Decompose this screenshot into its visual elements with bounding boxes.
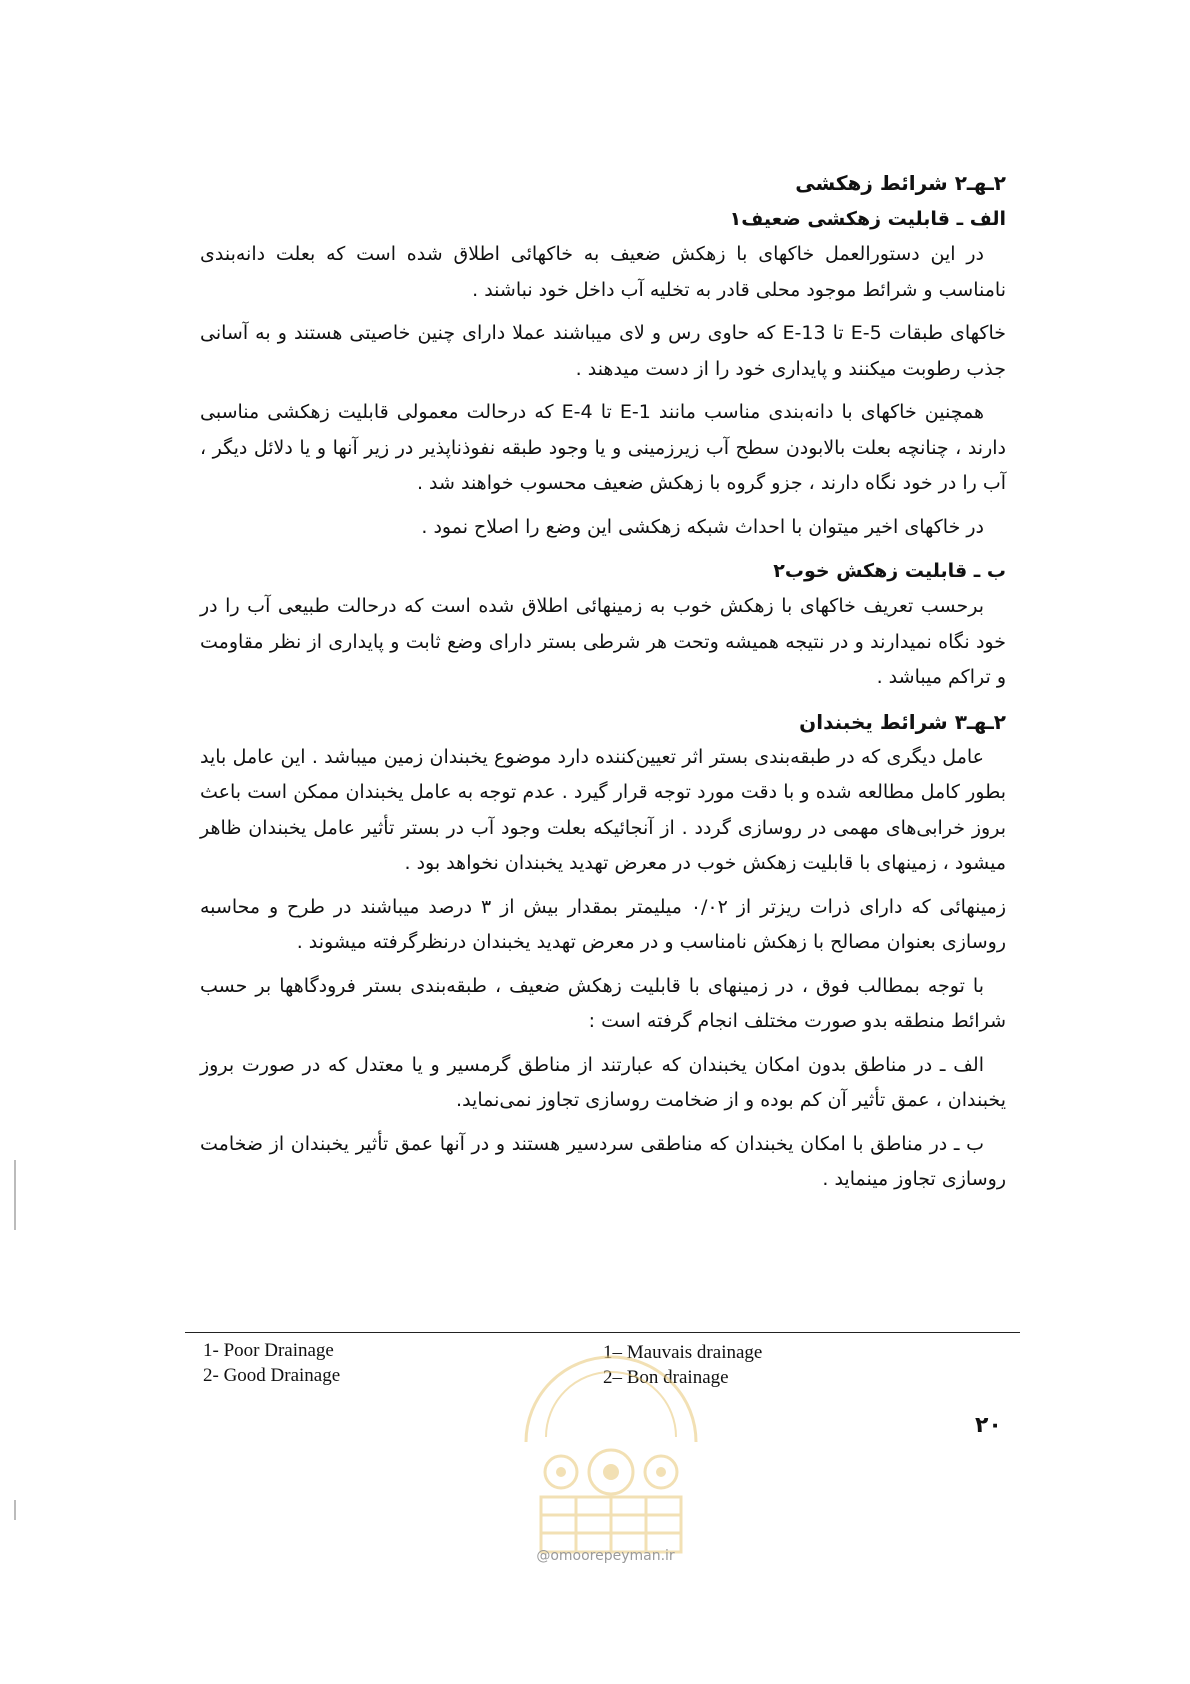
paragraph: ب ـ در مناطق با امکان یخبندان که مناطقی سردسیر هستند و در آنها عمق تأثیر یخبندان از ضخامت روسازی تجاوز مینماید . [200, 1132, 1006, 1190]
scan-artifact [14, 1160, 16, 1230]
scan-artifact [14, 1500, 16, 1520]
subheading-poor-drainage: الف ـ قابلیت زهکشی ضعیف۱ [729, 208, 1006, 230]
paragraph: در خاکهای اخیر میتوان با احداث شبکه زهکشی این وضع را اصلاح نمود . [421, 515, 984, 538]
subheading-good-drainage: ب ـ قابلیت زهکش خوب۲ [773, 560, 1006, 582]
paragraph: الف ـ در مناطق بدون امکان یخبندان که عبارتند از مناطق گرمسیر و یا معتدل که در صورت بروز یخبندان ، عمق تأثیر آن کم بوده و از ضخامت روسازی تجاوز نمی‌نماید. [200, 1053, 1006, 1111]
watermark-url: @omoorepeyman.ir [536, 1548, 675, 1564]
paragraph: زمینهائی که دارای ذرات ریزتر از ۰/۰۲ میلیمتر بمقدار بیش از ۳ درصد میباشند در طرح و محاسبه روسازی بعنوان مصالح با زهکش نامناسب و در معرض تهدید یخبندان درنظرگرفته میشوند . [200, 895, 1006, 953]
watermark-seal-icon [486, 1322, 736, 1572]
paragraph: همچنین خاکهای با دانه‌بندی مناسب مانند E-1 تا E-4 که درحالت معمولی قابلیت زهکشی مناسبی دارند ، چنانچه بعلت بالابودن سطح آب زیرزمینی و یا وجود طبقه نفوذناپذیر در زیر آنها و یا دلائل دیگر ، آب را در خود نگاه دارند ، جزو گروه با زهکش ضعیف محسوب خواهند شد . [200, 401, 1006, 494]
paragraph: برحسب تعریف خاکهای با زهکش خوب به زمینهائی اطلاق شده است که درحالت طبیعی آب را در خود نگاه نمیدارند و در نتیجه همیشه وتحت هر شرطی بستر دارای وضع ثابت و پایداری از نظر مقاومت و تراکم میباشد . [200, 595, 1006, 688]
footnote-2-fr: 2– Bon drainage [603, 1367, 729, 1388]
footnote-1-fr: 1– Mauvais drainage [603, 1342, 763, 1363]
footnotes-english [203, 1338, 340, 1388]
section-heading-drainage: ۲ـهـ۲ شرائط زهکشی [795, 171, 1006, 195]
paragraph: در این دستورالعمل خاکهای با زهکش ضعیف به خاکهائی اطلاق شده است که بعلت دانه‌بندی نامناسب و شرائط موجود محلی قادر به تخلیه آب داخل خود نباشند . [200, 243, 1006, 301]
footnote-2-en: 2- Good Drainage [203, 1365, 341, 1386]
paragraph: با توجه بمطالب فوق ، در زمینهای با قابلیت زهکش ضعیف ، طبقه‌بندی بستر فرودگاهها بر حسب شرائط منطقه بدو صورت مختلف انجام گرفته است : [200, 974, 1006, 1032]
paragraph: خاکهای طبقات E-5 تا E-13 که حاوی رس و لای میباشند عملا دارای چنین خاصیتی هستند و به آسانی جذب رطوبت میکنند و پایداری خود را از دست میدهند . [200, 322, 1006, 380]
body-text [200, 165, 1006, 1206]
page-number: ۲۰ [975, 1413, 1002, 1438]
section-heading-frost: ۲ـهـ۳ شرائط یخبندان [799, 709, 1006, 734]
footnote-1-en: 1- Poor Drainage [203, 1340, 334, 1361]
paragraph: عامل دیگری که در طبقه‌بندی بستر اثر تعیین‌کننده دارد موضوع یخبندان زمین میباشد . این عامل باید بطور کامل مطالعه شده و با دقت مورد توجه قرار گیرد . عدم توجه به عامل یخبندان ممکن است باعث بروز خرابی‌های مهمی در روسازی گردد . از آنجائیکه بعلت وجود آب در بستر تأثیر عامل یخبندان ظاهر میشود ، زمینهای با قابلیت زهکش خوب در معرض تهدید یخبندان نخواهد بود . [200, 745, 1006, 874]
